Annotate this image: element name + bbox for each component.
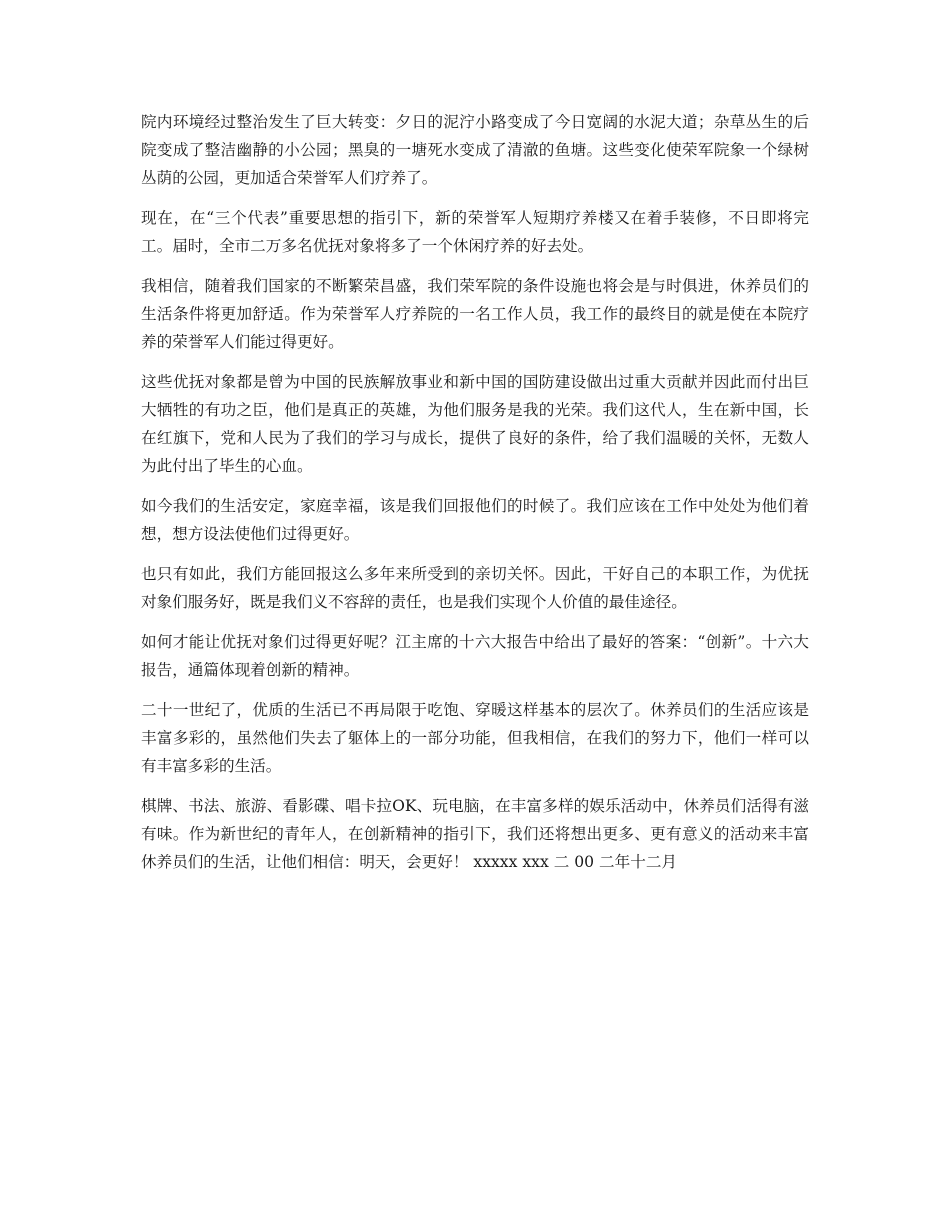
paragraph-2: 现在，在“三个代表”重要思想的指引下，新的荣誉军人短期疗养楼又在着手装修，不日即将完工。届时，全市二万多名优抚对象将多了一个休闲疗养的好去处。 <box>141 209 809 255</box>
paragraph-8: 二十一世纪了，优质的生活已不再局限于吃饱、穿暖这样基本的层次了。休养员们的生活应该是丰富多彩的，虽然他们失去了躯体上的一部分功能，但我相信，在我们的努力下，他们一样可以有丰富多彩的生活。 <box>141 701 809 775</box>
paragraph-3: 我相信，随着我们国家的不断繁荣昌盛，我们荣军院的条件设施也将会是与时俱进，休养员们的生活条件将更加舒适。作为荣誉军人疗养院的一名工作人员，我工作的最终目的就是使在本院疗养的荣誉军人们能过得更好。 <box>141 277 809 351</box>
paragraph-6: 也只有如此，我们方能回报这么多年来所受到的亲切关怀。因此，干好自己的本职工作，为优抚对象们服务好，既是我们义不容辞的责任，也是我们实现个人价值的最佳途径。 <box>141 565 809 611</box>
paragraph-4: 这些优抚对象都是曾为中国的民族解放事业和新中国的国防建设做出过重大贡献并因此而付出巨大牺牲的有功之臣，他们是真正的英雄，为他们服务是我的光荣。我们这代人，生在新中国，长在红旗下，党和人民为了我们的学习与成长，提供了良好的条件，给了我们温暖的关怀，无数人为此付出了毕生的心血。 <box>141 373 809 475</box>
paragraph-1: 院内环境经过整治发生了巨大转变：夕日的泥泞小路变成了今日宽阔的水泥大道；杂草丛生的后院变成了整洁幽静的小公园；黑臭的一塘死水变成了清澈的鱼塘。这些变化使荣军院象一个绿树丛荫的公园，更加适合荣誉军人们疗养了。 <box>141 113 809 187</box>
paragraph-9: 棋牌、书法、旅游、看影碟、唱卡拉OK、玩电脑，在丰富多样的娱乐活动中，休养员们活得有滋有味。作为新世纪的青年人，在创新精神的指引下，我们还将想出更多、更有意义的活动来丰富休养员们的生活，让他们相信：明天，会更好！ xxxxx xxx 二 00 二年十二月 <box>141 797 809 871</box>
paragraph-7: 如何才能让优抚对象们过得更好呢？江主席的十六大报告中给出了最好的答案：“创新”。十六大报告，通篇体现着创新的精神。 <box>141 633 809 679</box>
paragraph-5: 如今我们的生活安定，家庭幸福，该是我们回报他们的时候了。我们应该在工作中处处为他们着想，想方设法使他们过得更好。 <box>141 497 809 543</box>
document-body <box>141 108 809 888</box>
